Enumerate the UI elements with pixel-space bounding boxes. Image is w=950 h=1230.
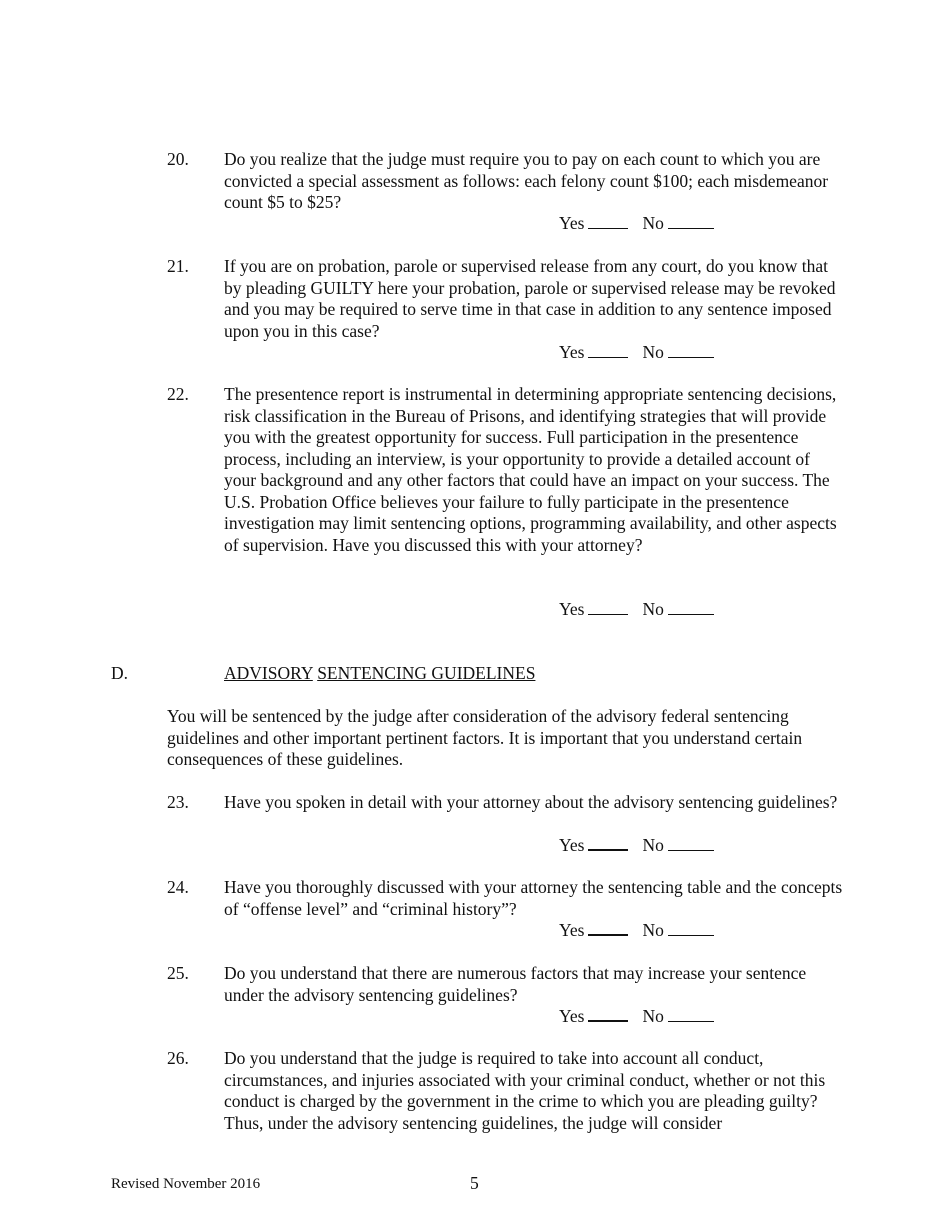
yes-blank[interactable] [588,1006,628,1022]
no-label: No [642,1006,664,1026]
no-blank[interactable] [668,600,714,615]
section-letter: D. [111,663,129,683]
yes-label: Yes [559,213,585,233]
no-blank[interactable] [668,1007,714,1022]
question-text: Do you understand that there are numerous factors that may increase your sentence under the advisory sentencing guidelines? [224,963,807,1005]
no-blank[interactable] [668,214,714,229]
question-number: 25. [167,963,189,983]
yes-blank[interactable] [588,600,628,615]
question-number: 24. [167,877,189,897]
yes-label: Yes [559,342,585,362]
no-blank[interactable] [668,343,714,358]
yes-no-answer [559,599,714,621]
no-label: No [642,213,664,233]
yes-blank[interactable] [588,835,628,851]
question-text: The presentence report is instrumental in determining appropriate sentencing decisions, risk classification in the Bureau of Prisons, and identifying strategies that will provide you with the greatest opportunity for success. Full participation in the presentence process, including an interview, is your opportunity to provide a detailed account of your background and any other factors that could have an impact on your success. The U.S. Probation Office believes your failure to fully participate in the presentence investigation may limit sentencing options, programming availability, and other aspects of supervision. Have you discussed this with your attorney? [224,384,837,555]
question-number: 26. [167,1048,189,1068]
no-label: No [642,342,664,362]
section-title-part2: SENTENCING GUIDELINES [317,663,536,683]
no-label: No [642,835,664,855]
question-number: 21. [167,256,189,276]
yes-blank[interactable] [588,920,628,936]
yes-blank[interactable] [588,343,628,358]
yes-no-answer [559,920,714,942]
yes-no-answer [559,342,714,364]
yes-label: Yes [559,599,585,619]
section-title [224,662,535,684]
yes-label: Yes [559,1006,585,1026]
no-label: No [642,920,664,940]
question-text: Have you spoken in detail with your attorney about the advisory sentencing guidelines? [224,792,838,812]
footer-revised: Revised November 2016 [111,1176,261,1192]
no-label: No [642,599,664,619]
yes-no-answer [559,1006,714,1028]
yes-blank[interactable] [588,214,628,229]
question-number: 20. [167,149,189,169]
no-blank[interactable] [668,921,714,936]
question-text: Do you understand that the judge is required to take into account all conduct, circumstances, and injuries associated with your criminal conduct, whether or not this conduct is charged by the government in the crime to which you are pleading guilty? Thus, under the advisory sentencing guidelines, the judge will consider [224,1048,826,1133]
question-number: 22. [167,384,189,404]
question-text: Do you realize that the judge must require you to pay on each count to which you are convicted a special assessment as follows: each felony count $100; each misdemeanor count $5 to $25? [224,149,829,212]
yes-no-answer [559,213,714,235]
yes-label: Yes [559,920,585,940]
yes-label: Yes [559,835,585,855]
question-text: If you are on probation, parole or supervised release from any court, do you know that by pleading GUILTY here your probation, parole or supervised release may be revoked and you may be required to serve time in that case in addition to any sentence imposed upon you in this case? [224,256,836,341]
section-intro: You will be sentenced by the judge after consideration of the advisory federal sentencing guidelines and other important pertinent factors. It is important that you understand certain consequences of these guidelines. [167,706,803,769]
no-blank[interactable] [668,836,714,851]
question-text: Have you thoroughly discussed with your attorney the sentencing table and the concepts of “offense level” and “criminal history”? [224,877,843,919]
question-number: 23. [167,792,189,812]
section-title-part1: ADVISORY [224,663,313,683]
yes-no-answer [559,835,714,857]
page-number: 5 [470,1173,479,1193]
